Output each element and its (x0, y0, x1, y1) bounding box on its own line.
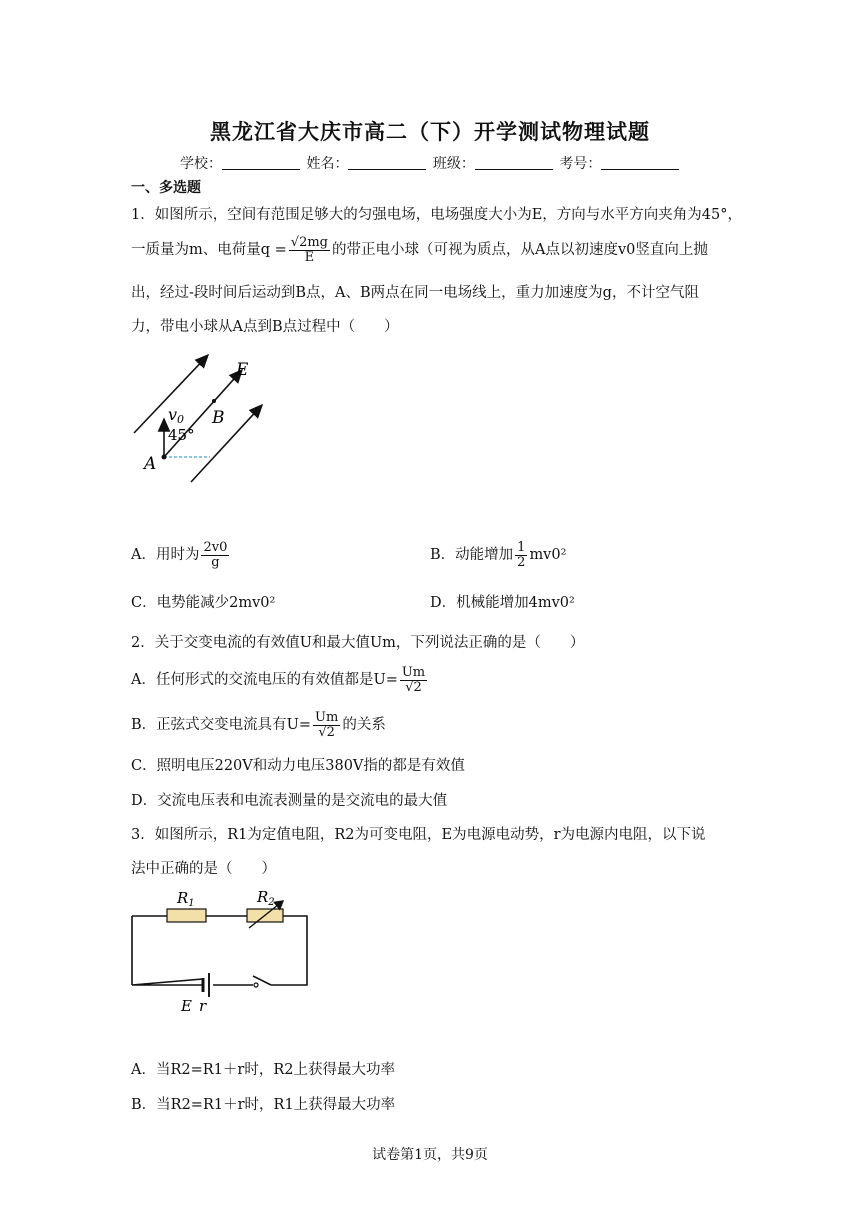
number-blank (601, 155, 679, 170)
q2-option-d[interactable]: D．交流电压表和电流表测量的是交流电的最大值 (131, 793, 448, 809)
class-label: 班级： (432, 156, 475, 172)
q1-option-a[interactable]: A．用时为 $\frac{2v0}{g}$ (131, 540, 228, 570)
page-title: 黑龙江省大庆市高二（下）开学测试物理试题 (210, 120, 650, 144)
emf-label: E (181, 997, 192, 1015)
name-blank (348, 155, 426, 170)
r1-label: $R_1$ (177, 889, 195, 909)
q1-line4: 力，带电小球从A点到B点过程中（ ） (131, 319, 399, 335)
number-label: 考号： (559, 156, 602, 172)
e-label: E (236, 360, 249, 380)
point-a (162, 455, 167, 460)
q1-option-d[interactable]: D．机械能增加4mv0² (430, 595, 575, 611)
q3-option-a[interactable]: A．当R2=R1＋r时，R2上获得最大功率 (131, 1062, 395, 1078)
school-blank (222, 155, 300, 170)
q2-option-a[interactable]: A．任何形式的交流电压的有效值都是U= $\frac{Um}{√2}$ (131, 665, 426, 695)
angle-label: 45° (168, 426, 195, 444)
internal-r-label: r (199, 997, 207, 1015)
point-b (212, 399, 216, 403)
page-footer: 试卷第1页，共9页 (372, 1147, 488, 1163)
switch-contact (254, 983, 258, 987)
q3-line1: 3．如图所示，R1为定值电阻，R2为可变电阻，E为电源电动势，r为电源内电阻，以下说 (131, 827, 706, 843)
q3-option-b[interactable]: B．当R2=R1＋r时，R1上获得最大功率 (131, 1097, 396, 1113)
r2-label: $R_2$ (257, 888, 275, 908)
student-info (180, 153, 681, 173)
a-label: A (144, 454, 157, 474)
field-line-right (191, 405, 262, 482)
r1-resistor (167, 909, 206, 922)
q1-line1: 1．如图所示，空间有范围足够大的匀强电场，电场强度大小为E，方向与水平方向夹角为45°， (131, 207, 743, 223)
q3-line2: 法中正确的是（ ） (131, 861, 276, 877)
section-heading: 一、多选题 (131, 180, 201, 196)
q2-stem: 2．关于交变电流的有效值U和最大值Um，下列说法正确的是（ ） (131, 635, 585, 651)
q1-line3: 出，经过-段时间后运动到B点，A、B两点在同一电场线上，重力加速度为g，不计空气阻 (131, 285, 699, 301)
name-label: 姓名： (306, 156, 349, 172)
q1-line2: 一质量为m、电荷量q = $\frac{√2mg}{E}$ 的带正电小球（可视为质点，从A点以初速度v0竖直向上抛 (131, 235, 708, 265)
circuit-diagram (125, 888, 315, 1016)
q2-option-c[interactable]: C．照明电压220V和动力电压380V指的都是有效值 (131, 758, 465, 774)
v0-label: v0 (168, 405, 185, 426)
class-blank (475, 155, 553, 170)
q1-option-c[interactable]: C．电势能减少2mv0² (131, 595, 276, 611)
q1-charge-fraction: $\frac{√2mg}{E}$ (290, 235, 329, 265)
q1-option-b[interactable]: B．动能增加 $\frac{1}{2}$ mv0² (430, 540, 567, 570)
field-diagram (128, 345, 278, 495)
b-label: B (212, 408, 225, 428)
q2-option-b[interactable]: B．正弦式交变电流具有U= $\frac{Um}{√2}$ 的关系 (131, 710, 386, 740)
school-label: 学校： (180, 156, 222, 172)
